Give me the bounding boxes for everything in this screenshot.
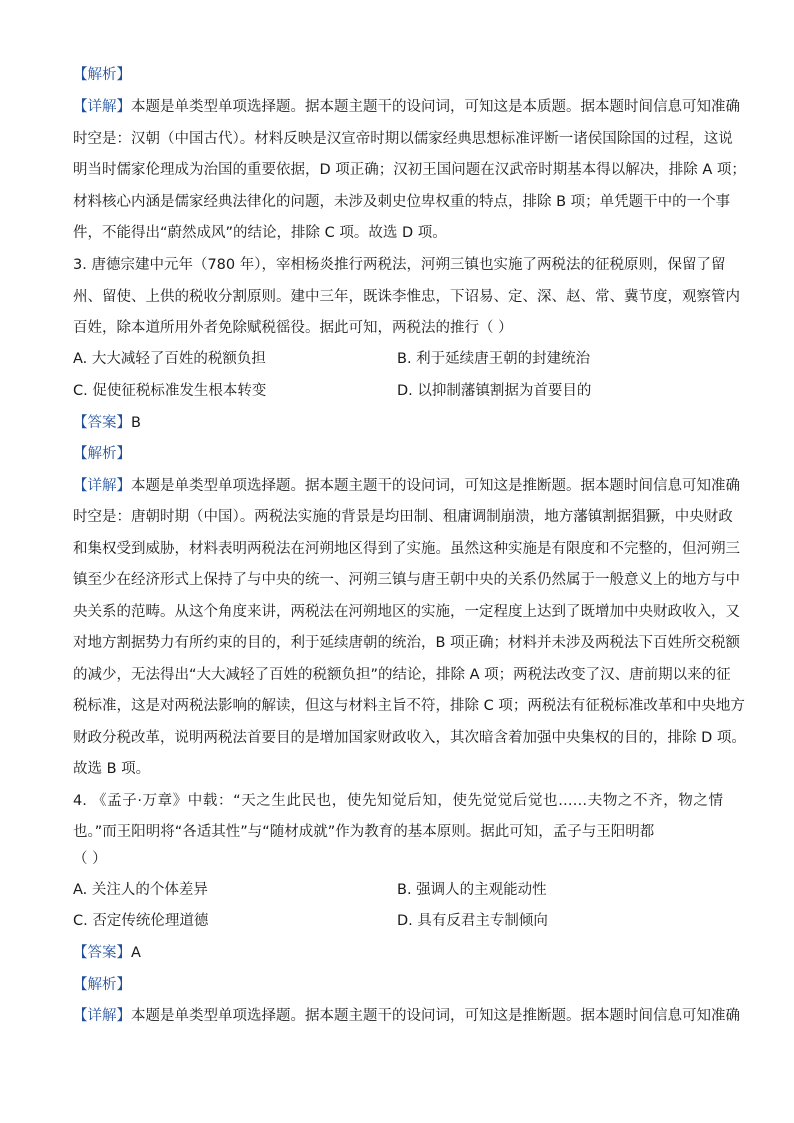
detail-line (73, 97, 740, 117)
detail-line (73, 1006, 740, 1026)
detail-line: 明当时儒家伦理成为治国的重要依据，D 项正确；汉初王国问题在汉武帝时期基本得以解决，排除 A 项； (73, 162, 746, 178)
q3-answer (73, 413, 723, 433)
detail-line: 对地方割据势力有所约束的目的，利于延续唐朝的统治，B 项正确；材料并未涉及两税法下百姓所交税额 (73, 635, 741, 651)
q4-option-b: B. 强调人的主观能动性 (397, 882, 547, 898)
q4-option-a: A. 关注人的个体差异 (73, 882, 208, 898)
question-4-stem: （ ） (73, 851, 107, 867)
analysis-heading (73, 444, 723, 464)
detail-text: 本题是单类型单项选择题。据本题主题干的设问词，可知这是推断题。据本题时间信息可知准确 (131, 478, 740, 494)
analysis-label: 【解析】 (73, 977, 131, 993)
answer-value: B (131, 415, 141, 431)
detail-line (73, 476, 740, 496)
q3-option-b: B. 利于延续唐王朝的封建统治 (397, 351, 591, 367)
question-4-stem: 4. 《孟子·万章》中载：“天之生此民也，使先知觉后知，使先觉觉后觉也……夫物之不齐，物之情 (73, 793, 723, 809)
q3-option-d: D. 以抑制藩镇割据为首要目的 (397, 383, 592, 399)
detail-text: 本题是单类型单项选择题。据本题主题干的设问词，可知这是推断题。据本题时间信息可知准确 (131, 1008, 740, 1024)
q4-answer (73, 943, 723, 963)
question-3-stem: 百姓，除本道所用外者免除赋税徭役。据此可知，两税法的推行（ ） (73, 320, 513, 336)
question-3-stem: 州、留使、上供的税收分割原则。建中三年，既诛李惟忠，下诏易、定、深、赵、常、冀节度，观察管内 (73, 289, 740, 305)
detail-text: 本题是单类型单项选择题。据本题主题干的设问词，可知这是本质题。据本题时间信息可知准确 (131, 99, 740, 115)
detail-label: 【详解】 (73, 478, 131, 494)
analysis-heading (73, 975, 723, 995)
question-3-stem: 3. 唐德宗建中元年（780 年），宰相杨炎推行两税法，河朔三镇也实施了两税法的征税原则，保留了留 (73, 257, 726, 273)
detail-line: 的减少，无法得出“大大减轻了百姓的税额负担”的结论，排除 A 项；两税法改变了汉、唐前期以来的征 (73, 667, 731, 683)
detail-line: 时空是：汉朝（中国古代）。材料反映是汉宣帝时期以儒家经典思想标准评断一诸侯国除国的过程，这说 (73, 131, 733, 147)
answer-value: A (131, 945, 141, 961)
q3-option-c: C. 促使征税标准发生根本转变 (73, 383, 267, 399)
q4-option-d: D. 具有反君主专制倾向 (397, 913, 548, 929)
detail-line: 材料核心内涵是儒家经典法律化的问题，未涉及刺史位卑权重的特点，排除 B 项；单凭题干中的一个事 (73, 194, 731, 210)
question-4-stem: 也。”而王阳明将“各适其性”与“随材成就”作为教育的基本原则。据此可知，孟子与王阳明都 (73, 824, 655, 840)
q4-option-c: C. 否定传统伦理道德 (73, 913, 209, 929)
detail-line: 和集权受到威胁，材料表明两税法在河朔地区得到了实施。虽然这种实施是有限度和不完整的，但河朔三 (73, 541, 740, 557)
answer-label: 【答案】 (73, 945, 131, 961)
detail-line: 央关系的范畴。从这个角度来讲，两税法在河朔地区的实施，一定程度上达到了既增加中央财政收入，又 (73, 604, 740, 620)
analysis-label: 【解析】 (73, 446, 131, 462)
detail-label: 【详解】 (73, 1008, 131, 1024)
detail-line: 故选 B 项。 (73, 761, 151, 777)
q3-option-a: A. 大大减轻了百姓的税额负担 (73, 351, 266, 367)
analysis-label: 【解析】 (73, 67, 131, 83)
detail-line: 件，不能得出“蔚然成风”的结论，排除 C 项。故选 D 项。 (73, 225, 447, 241)
detail-line: 税标准，这是对两税法影响的解读，但这与材料主旨不符，排除 C 项；两税法有征税标准改革和中央地方 (73, 698, 745, 714)
detail-label: 【详解】 (73, 99, 131, 115)
detail-line: 财政分税改革，说明两税法首要目的是增加国家财政收入，其次暗含着加强中央集权的目的，排除 D 项。 (73, 730, 746, 746)
detail-line: 时空是：唐朝时期（中国）。两税法实施的背景是均田制、租庸调制崩溃，地方藩镇割据猖獗，中央财政 (73, 509, 733, 525)
answer-label: 【答案】 (73, 415, 131, 431)
detail-line: 镇至少在经济形式上保持了与中央的统一、河朔三镇与唐王朝中央的关系仍然属于一般意义上的地方与中 (73, 572, 740, 588)
analysis-heading (73, 65, 723, 85)
